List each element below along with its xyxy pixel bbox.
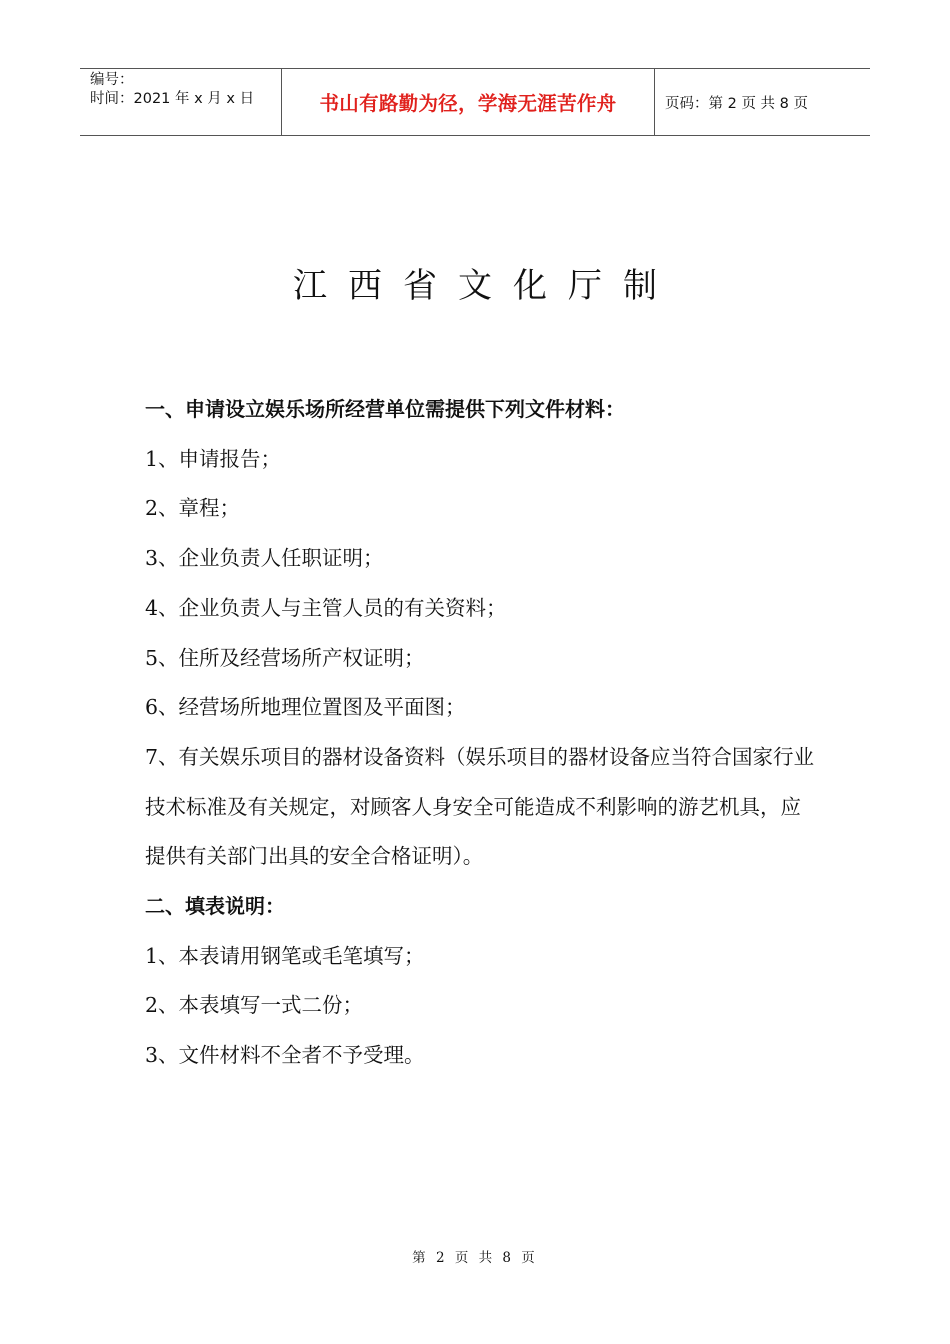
section-1-item: 7、有关娱乐项目的器材设备资料（娱乐项目的器材设备应当符合国家行业技术标准及有关规定，对顾客人身安全可能造成不利影响的游艺机具，应提供有关部门出具的安全合格证明）。	[145, 744, 815, 869]
section-1-item: 2、章程；	[145, 496, 241, 521]
section-1-item: 5、住所及经营场所产权证明；	[145, 645, 425, 670]
document-body	[145, 385, 815, 1081]
document-number-label: 编号：	[90, 72, 134, 88]
section-1-heading: 一、申请设立娱乐场所经营单位需提供下列文件材料：	[145, 397, 625, 421]
section-2-item: 2、本表填写一式二份；	[145, 993, 364, 1018]
header-motto: 书山有路勤为径，学海无涯苦作舟	[282, 69, 655, 135]
document-header	[80, 68, 870, 136]
section-1-item: 3、企业负责人任职证明；	[145, 546, 384, 571]
header-meta-cell	[80, 69, 282, 135]
section-2-item: 1、本表请用钢笔或毛笔填写；	[145, 943, 425, 968]
page-title: 江西省文化厅制	[293, 266, 678, 306]
page-footer: 第 2 页 共 8 页	[412, 1250, 538, 1266]
section-2-heading: 二、填表说明：	[145, 894, 285, 919]
section-2-item: 3、文件材料不全者不予受理。	[145, 1043, 425, 1068]
section-1-item: 1、申请报告；	[145, 446, 282, 471]
header-page-info: 页码：第 2 页 共 8 页	[665, 95, 808, 112]
section-1-item: 4、企业负责人与主管人员的有关资料；	[145, 595, 507, 620]
section-1-item: 6、经营场所地理位置图及平面图；	[145, 695, 466, 720]
document-date-label: 时间：2021 年 x 月 x 日	[90, 91, 255, 107]
